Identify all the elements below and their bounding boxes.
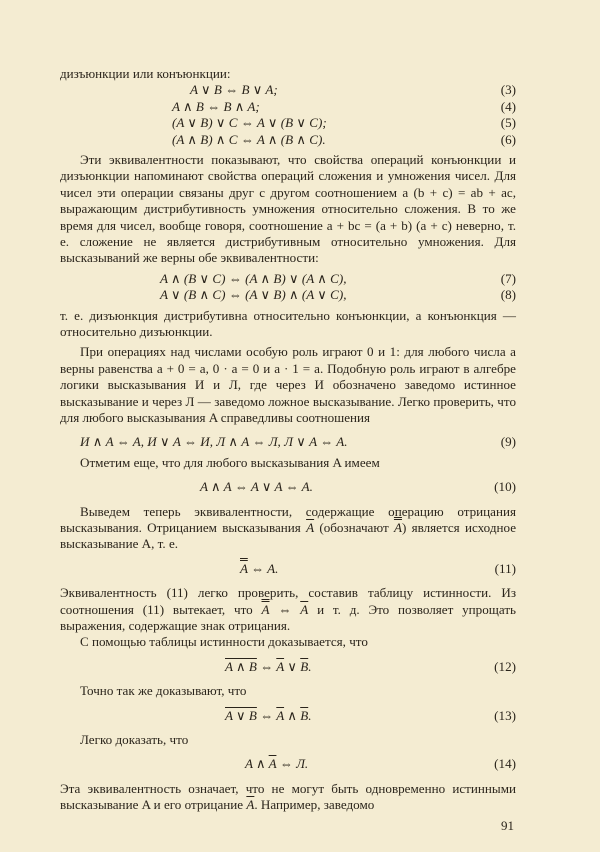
formula [225, 659, 311, 675]
formula-part: ⇔ [256, 707, 277, 723]
text-run: . Например, заведомо [254, 797, 375, 813]
equation-number: (5) [500, 115, 516, 131]
equation-number: (3) [500, 82, 516, 98]
formula-part: ⇔ Л. [276, 756, 309, 772]
equation-13 [60, 708, 516, 724]
equation-number: (11) [494, 560, 516, 576]
equation-4 [60, 99, 516, 115]
text-run: (обозначают [314, 520, 394, 536]
equation-number: (13) [494, 707, 516, 723]
formula-part: . [308, 707, 312, 723]
equation-8 [60, 287, 516, 303]
paragraph-5 [60, 504, 516, 553]
paragraph-6 [60, 585, 516, 634]
formula: A ∧ (B ∨ C) ⇔ (A ∧ B) ∨ (A ∧ C), [160, 270, 347, 286]
equations-3-6 [60, 82, 516, 148]
equation-number: (14) [494, 756, 516, 772]
equations-7-8 [60, 271, 516, 304]
formula [245, 756, 308, 772]
text-run: ⇔ [269, 601, 301, 617]
formula-part: ∧ [284, 707, 301, 723]
equation-number: (8) [500, 287, 516, 303]
equation-6 [60, 132, 516, 148]
formula: A ∨ (B ∧ C) ⇔ (A ∨ B) ∧ (A ∨ C), [160, 287, 347, 303]
negated-a: $\overline{A}$ [306, 520, 315, 536]
equation-10 [60, 479, 516, 495]
double-negated-a: A [240, 560, 248, 576]
equation-number: (7) [500, 270, 516, 286]
paragraph-1: Эти эквивалентности показывают, что свойства операций конъюнкции и дизъюнкции напоминают свойства операций сложения и умножения чисел. Для чисел эти операции связаны друг с другом соотношением a (b + c) = ab + ac, выражающим дистрибутивность умножения относительно сложения. В то же время для чисел, вообще говоря, соотношение a + bc = (a + b) (a + c) неверно, т. е. сложение не является дистрибутивным относительно умножения. Для высказываний же верны обе эквивалентности: [60, 151, 516, 266]
equation-number: (12) [494, 658, 516, 674]
paragraph-9: Легко доказать, что [80, 732, 189, 748]
text-run: Выведем теперь эквивалентности, содержащие операцию отрицания высказывания. Отрицанием высказывания [60, 503, 516, 536]
equation-number: (10) [494, 479, 516, 495]
formula: A ∨ B ⇔ B ∨ A; [190, 82, 278, 98]
paragraph-4: Отметим еще, что для любого высказывания A имеем [80, 454, 380, 470]
text-run: Эта эквивалентность означает, что не могут быть одновременно истинными высказывание A и его отрицание [60, 780, 516, 813]
equation-12 [60, 659, 516, 675]
equation-number: (6) [500, 131, 516, 147]
paragraph-7: С помощью таблицы истинности доказывается, что [80, 634, 368, 650]
negated-b: $\overline{B}$ [300, 707, 309, 723]
text-run: ) является исходное высказывание A, т. е. [60, 520, 517, 552]
triple-negated-a: A [261, 601, 270, 617]
formula-rest: ⇔ A. [247, 560, 279, 576]
equation-7 [60, 271, 516, 287]
negated-a: $\overline{A}$ [246, 797, 255, 813]
intro-line: дизъюнкции или конъюнкции: [60, 66, 231, 81]
negated-a: $\overline{A}$ [276, 707, 285, 723]
equation-number: (4) [500, 98, 516, 114]
paragraph-3: При операциях над числами особую роль играют 0 и 1: для любого числа a верны равенства a + 0 = a, 0 · a = 0 и a · 1 = a. Подобную роль играют в алгебре логики высказывания И и Л, где через И обозначено заведомо истинное высказывание и через Л — заведомо ложное высказывание. Легко проверить, что для любого высказывания A справедливы соотношения [60, 344, 516, 426]
formula: A ∧ A ⇔ A ∨ A ⇔ A. [200, 479, 313, 495]
formula: (A ∨ B) ∨ C ⇔ A ∨ (B ∨ C); [172, 115, 327, 131]
formula: (A ∧ B) ∧ C ⇔ A ∧ (B ∧ C). [172, 131, 326, 147]
formula [225, 708, 311, 724]
equation-14 [60, 756, 516, 772]
equation-9 [60, 434, 516, 450]
negated-a: $\overline{A}$ [268, 756, 277, 772]
negated-a: $\overline{A}$ [276, 658, 285, 674]
negated-disjunction: A ∨ B [225, 707, 257, 723]
negated-a: $\overline{A}$ [300, 601, 309, 617]
formula-part: ⇔ [256, 658, 277, 674]
equation-11 [60, 561, 516, 577]
double-negated-a: A [393, 520, 402, 536]
paragraph-10 [60, 781, 516, 814]
negated-b: $\overline{B}$ [300, 658, 309, 674]
negated-conjunction: A ∧ B [225, 658, 257, 674]
formula: A ∧ B ⇔ B ∧ A; [172, 98, 260, 114]
paragraph-2: т. е. дизъюнкция дистрибутивна относительно конъюнкции, а конъюнкция — относительно дизъюнкции. [60, 307, 516, 339]
formula [240, 561, 278, 577]
equation-number: (9) [500, 434, 516, 450]
equation-3 [60, 82, 516, 98]
text-run: и т. д. Это позволяет упрощать выражения, содержащие знак отрицания. [60, 601, 517, 634]
formula-part: . [308, 658, 312, 674]
page-number: 91 [501, 818, 514, 833]
formula-part: ∨ [284, 658, 301, 674]
page-body [60, 66, 516, 814]
formula-part: A ∧ [245, 756, 269, 772]
equation-5 [60, 115, 516, 131]
text-run: Эквивалентность (11) легко проверить, составив таблицу истинности. Из соотношения (11) вытекает, что [60, 585, 516, 617]
formula: И ∧ A ⇔ A, И ∨ A ⇔ И, Л ∧ A ⇔ Л, Л ∨ A ⇔ A. [80, 434, 348, 450]
paragraph-8: Точно так же доказывают, что [80, 683, 247, 699]
